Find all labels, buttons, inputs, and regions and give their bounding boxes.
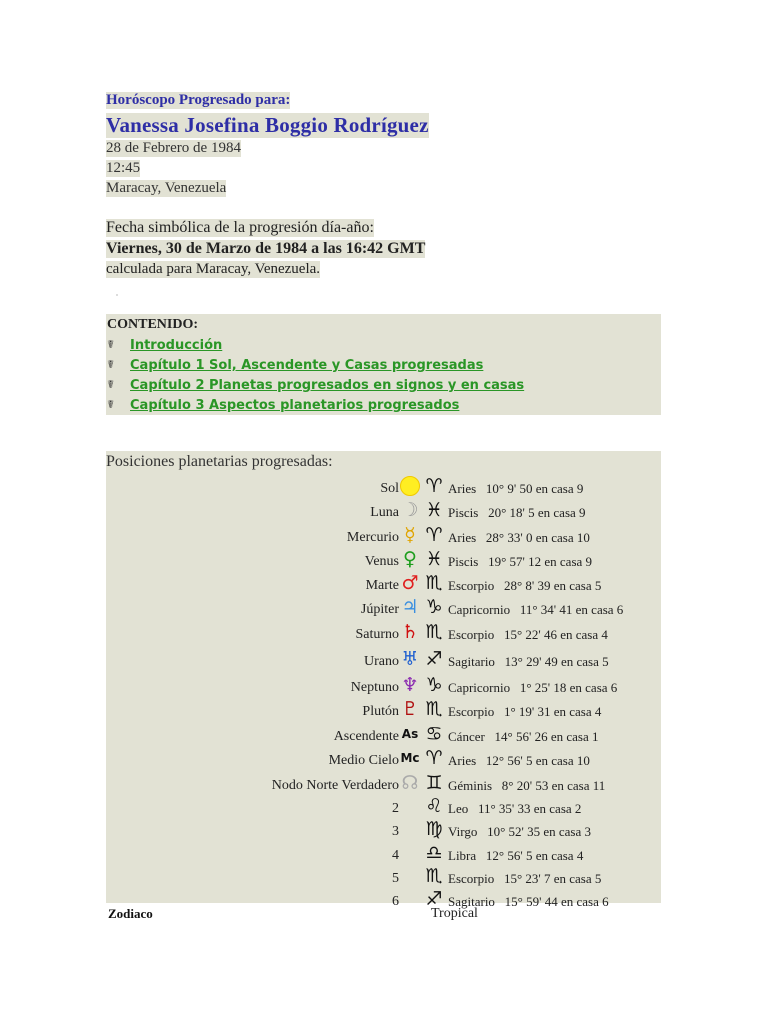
libra-icon: ♎ <box>425 842 443 864</box>
scorpio-icon: ♏ <box>425 621 443 643</box>
position-info: Capricornio 1° 25' 18 en casa 6 <box>448 680 618 695</box>
position-info: Cáncer 14° 56' 26 en casa 1 <box>448 729 599 744</box>
capricorn-icon: ♑ <box>425 674 443 696</box>
symbolic-date-label: Fecha simbólica de la progresión día-año: <box>106 219 374 236</box>
empty-glyph <box>400 888 420 910</box>
position-name: 4 <box>392 848 399 863</box>
zodiac-label: Zodiaco <box>108 906 153 921</box>
position-name: Ascendente <box>333 729 399 744</box>
sagittarius-icon: ♐ <box>425 648 443 670</box>
position-row <box>106 674 661 698</box>
positions-panel <box>106 451 661 910</box>
toc-link-introduction[interactable]: Introducción <box>130 338 223 353</box>
aries-icon: ♈ <box>425 475 443 497</box>
position-name: Marte <box>365 578 399 593</box>
scorpio-icon: ♏ <box>425 865 443 887</box>
position-row <box>106 621 661 645</box>
pluto-icon: ♇ <box>401 698 419 720</box>
zodiac-value: Tropical <box>431 906 478 921</box>
position-info: Géminis 8° 20' 53 en casa 11 <box>448 778 606 793</box>
symbolic-date: Viernes, 30 de Marzo de 1984 a las 16:42 GMT <box>106 240 426 257</box>
position-row <box>106 548 661 572</box>
position-row <box>106 524 661 548</box>
empty-glyph <box>400 865 420 887</box>
contents-box <box>106 314 661 415</box>
toc-link-chapter-1[interactable]: Capítulo 1 Sol, Ascendente y Casas progresadas <box>130 358 484 373</box>
empty-glyph <box>400 818 420 840</box>
jupiter-icon: ♃ <box>401 596 419 618</box>
birth-date: 28 de Febrero de 1984 <box>106 140 241 156</box>
position-row <box>106 888 661 912</box>
divider-dot <box>116 294 118 296</box>
position-row <box>106 698 661 722</box>
position-name: Plutón <box>362 704 399 719</box>
position-info: Libra 12° 56' 5 en casa 4 <box>448 848 584 863</box>
position-row <box>106 772 661 796</box>
calculated-for: calculada para Maracay, Venezuela. <box>106 261 321 277</box>
sagittarius-icon: ♐ <box>425 888 443 910</box>
contents-title: CONTENIDO: <box>107 317 199 332</box>
position-name: 3 <box>392 824 399 839</box>
position-row <box>106 723 661 747</box>
aries-icon: ♈ <box>425 524 443 546</box>
pisces-icon: ♓ <box>425 499 443 521</box>
position-info: Escorpio 1° 19' 31 en casa 4 <box>448 704 602 719</box>
position-info: Escorpio 28° 8' 39 en casa 5 <box>448 578 602 593</box>
positions-title: Posiciones planetarias progresadas: <box>106 453 333 470</box>
cancer-icon: ♋ <box>425 723 443 745</box>
position-info: Sagitario 15° 59' 44 en casa 6 <box>448 894 609 909</box>
pisces-icon: ♓ <box>425 548 443 570</box>
position-name: 5 <box>392 871 399 886</box>
person-name: Vanessa Josefina Boggio Rodríguez <box>106 113 429 137</box>
position-row <box>106 596 661 620</box>
position-name: Venus <box>364 554 399 569</box>
position-name: Medio Cielo <box>328 753 399 768</box>
position-name: Luna <box>370 505 399 520</box>
venus-icon: ♀ <box>403 548 417 570</box>
position-info: Escorpio 15° 22' 46 en casa 4 <box>448 627 608 642</box>
position-info: Escorpio 15° 23' 7 en casa 5 <box>448 871 602 886</box>
position-row <box>106 499 661 523</box>
position-name: Urano <box>364 654 399 669</box>
saturn-icon: ♄ <box>401 621 419 643</box>
position-name: 2 <box>392 801 399 816</box>
north-node-icon: ☊ <box>401 772 419 794</box>
uranus-icon: ♅ <box>401 648 419 670</box>
scorpio-icon: ♏ <box>425 698 443 720</box>
mars-icon: ♂ <box>401 572 419 594</box>
position-row <box>106 842 661 866</box>
position-info: Aries 10° 9' 50 en casa 9 <box>448 481 584 496</box>
position-info: Leo 11° 35' 33 en casa 2 <box>448 801 582 816</box>
caduceus-bullet-icon: ☤ <box>107 399 115 411</box>
position-name: Sol <box>380 481 399 496</box>
aries-icon: ♈ <box>425 747 443 769</box>
virgo-icon: ♍ <box>425 818 443 840</box>
position-name: Neptuno <box>350 680 399 695</box>
sun-disc <box>400 476 420 496</box>
position-name: Nodo Norte Verdadero <box>271 778 399 793</box>
position-row <box>106 572 661 596</box>
position-row <box>106 818 661 842</box>
position-row <box>106 648 661 672</box>
position-info: Aries 12° 56' 5 en casa 10 <box>448 753 590 768</box>
birth-place: Maracay, Venezuela <box>106 180 227 196</box>
capricorn-icon: ♑ <box>425 596 443 618</box>
position-info: Sagitario 13° 29' 49 en casa 5 <box>448 654 609 669</box>
caduceus-bullet-icon: ☤ <box>107 339 115 351</box>
leo-icon: ♌ <box>425 795 443 817</box>
position-name: Saturno <box>355 627 399 642</box>
scorpio-icon: ♏ <box>425 572 443 594</box>
position-info: Piscis 20° 18' 5 en casa 9 <box>448 505 586 520</box>
horoscope-heading-label: Horóscopo Progresado para: <box>106 92 291 108</box>
position-info: Virgo 10° 52' 35 en casa 3 <box>448 824 591 839</box>
caduceus-bullet-icon: ☤ <box>107 359 115 371</box>
gemini-icon: ♊ <box>425 772 443 794</box>
neptune-icon: ♆ <box>401 674 419 696</box>
position-name: Júpiter <box>360 602 399 617</box>
toc-link-chapter-2[interactable]: Capítulo 2 Planetas progresados en signos y en casas <box>130 378 525 393</box>
position-row <box>106 747 661 771</box>
position-row <box>106 475 661 499</box>
toc-link-chapter-3[interactable]: Capítulo 3 Aspectos planetarios progresados <box>130 398 460 413</box>
moon-icon: ☽ <box>401 499 419 521</box>
position-row <box>106 865 661 889</box>
position-name: Mercurio <box>346 530 399 545</box>
position-name: 6 <box>392 894 399 909</box>
position-info: Piscis 19° 57' 12 en casa 9 <box>448 554 593 569</box>
ascendant-icon: As <box>401 727 419 741</box>
position-info: Capricornio 11° 34' 41 en casa 6 <box>448 602 624 617</box>
empty-glyph <box>400 842 420 864</box>
caduceus-bullet-icon: ☤ <box>107 379 115 391</box>
position-info: Aries 28° 33' 0 en casa 10 <box>448 530 590 545</box>
sun-icon <box>400 475 420 497</box>
position-row <box>106 795 661 819</box>
birth-time: 12:45 <box>106 160 141 176</box>
mercury-icon: ☿ <box>404 524 416 546</box>
midheaven-icon: Mc <box>400 751 420 765</box>
empty-glyph <box>400 795 420 817</box>
